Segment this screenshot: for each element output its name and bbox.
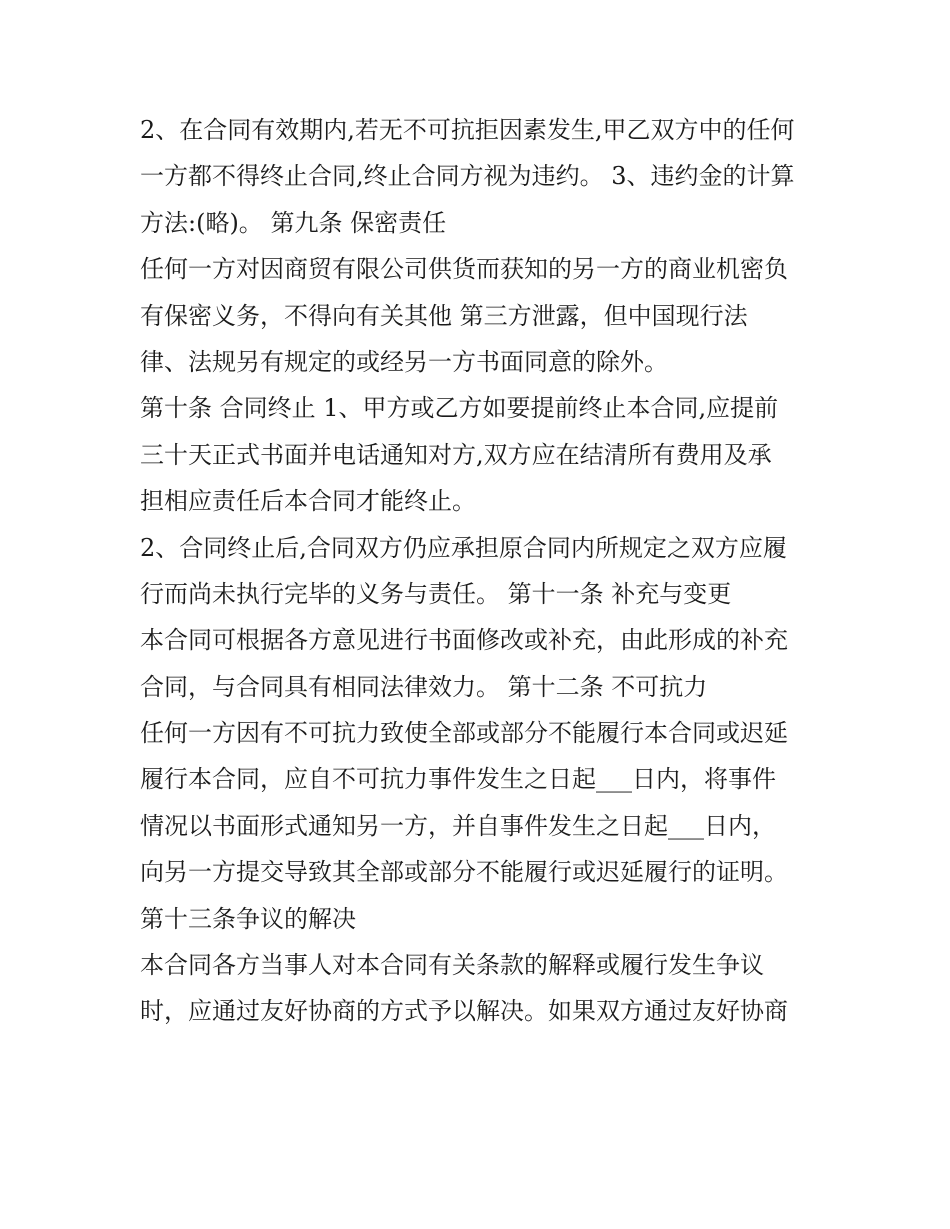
text-line: 有保密义务，不得向有关其他 第三方泄露，但中国现行法 (140, 301, 748, 330)
text-line: 第十三条争议的解决 (140, 904, 356, 933)
text-line: 合同，与合同具有相同法律效力。 第十二条 不可抗力 (140, 672, 708, 701)
text-line: 向另一方提交导致其全部或部分不能履行或迟延履行的证明。 (140, 858, 788, 887)
text-line: 三十天正式书面并电话通知对方,双方应在结清所有费用及承 (140, 440, 772, 469)
text-line: 任何一方对因商贸有限公司供货而获知的另一方的商业机密负 (140, 255, 788, 284)
text-line: 本合同各方当事人对本合同有关条款的解释或履行发生争议 (140, 951, 764, 980)
text-line: 任何一方因有不可抗力致使全部或部分不能履行本合同或迟延 (140, 719, 788, 748)
text-line: 行而尚未执行完毕的义务与责任。 第十一条 补充与变更 (140, 579, 732, 608)
text-line: 情况以书面形式通知另一方，并自事件发生之日起___日内， (140, 811, 776, 840)
text-line: 律、法规另有规定的或经另一方书面同意的除外。 (140, 347, 668, 376)
text-line: 第十条 合同终止 1、甲方或乙方如要提前终止本合同,应提前 (140, 394, 779, 423)
text-line: 方法:(略)。 第九条 保密责任 (140, 208, 447, 237)
text-line: 本合同可根据各方意见进行书面修改或补充，由此形成的补充 (140, 626, 788, 655)
contract-text (140, 107, 830, 1035)
text-line: 2、在合同有效期内,若无不可抗拒因素发生,甲乙双方中的任何 (140, 116, 795, 144)
text-line: 2、合同终止后,合同双方仍应承担原合同内所规定之双方应履 (140, 533, 787, 562)
text-line: 担相应责任后本合同才能终止。 (140, 487, 476, 516)
text-line: 履行本合同，应自不可抗力事件发生之日起___日内，将事件 (140, 765, 776, 794)
text-line: 时，应通过友好协商的方式予以解决。如果双方通过友好协商 (140, 997, 788, 1026)
text-line: 一方都不得终止合同,终止合同方视为违约。 3、违约金的计算 (140, 162, 795, 191)
